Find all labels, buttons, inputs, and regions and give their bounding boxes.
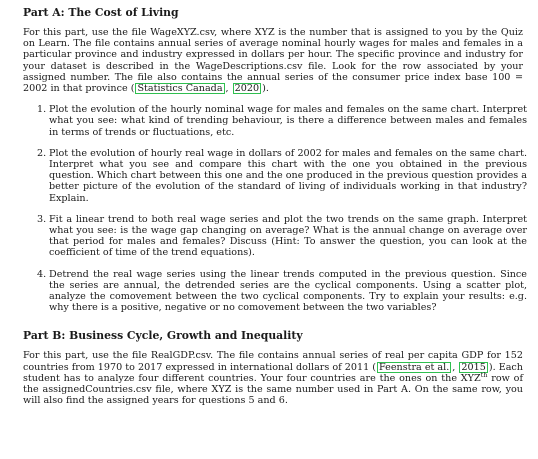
- list-item-number: 2.: [37, 147, 47, 159]
- part-b-intro: [23, 350, 523, 406]
- section-title-part-b: Part B: Business Cycle, Growth and Inequality: [23, 329, 303, 343]
- part-b-intro-text-3: row of the assignedCountries.csv file, where XYZ is the same number used in Part A. On the same row, you will also find the assigned years for questions 5 and 6.: [23, 372, 523, 407]
- citation-statistics-canada[interactable]: [135, 83, 224, 94]
- list-item: [37, 104, 527, 138]
- list-item-number: 3.: [37, 213, 47, 225]
- list-item: [37, 268, 527, 314]
- part-a-intro: For this part, use the file WageXYZ.csv, where XYZ is the number that is assigned to you by the Quiz on Learn. The file contains annual series of average nominal hourly wages for males and females in a particular province and industry expressed in dollars per hour. The specific province and industry for your dataset is described in the WageDescriptions.csv file. Look for the row associated by your assigned number. The file also contains the annual series of the consumer price index base 100 = 2002 in that province ( Statistics Canada , 2020 ).: [23, 27, 523, 95]
- list-item-number: 4.: [37, 268, 47, 280]
- list-item-text: Detrend the real wage series using the linear trends computed in the previous question. Since the series are annual, the detrended series are the cyclical components. Using a scatter plot, analyze the comovement between the two cyclical components. Try to explain your results: e.g. why there is a positive, negative or no comovement between the two variables?: [49, 268, 527, 314]
- list-item-number: 1.: [37, 104, 47, 116]
- citation-author: Statistics Canada: [137, 83, 223, 95]
- citation-year: 2015: [461, 361, 486, 373]
- citation-separator: ,: [225, 83, 229, 95]
- section-title-part-a: Part A: The Cost of Living: [23, 6, 179, 19]
- citation-year-link[interactable]: [233, 83, 261, 94]
- document-page: [23, 6, 527, 407]
- citation-year: 2020: [234, 83, 260, 95]
- list-item: [37, 213, 527, 259]
- list-item-text: Plot the evolution of hourly real wage in dollars of 2002 for males and females on the same chart. Interpret what you see and compare this chart with the one you obtained in the previous question. Which chart between this one and the one produced in the previous question provides a better picture of the evolution of the standard of living of individuals working in that industry? Explain.: [49, 147, 527, 204]
- list-item-text: Fit a linear trend to both real wage series and plot the two trends on the same graph. Interpret what you see: is the wage gap changing on average? What is the annual change on average over that period for males and females? Discuss (Hint: To answer the question, you can look at the coefficient of time of the trend equations).: [49, 213, 527, 259]
- list-item-text: Plot the evolution of the hourly nominal wage for males and females on the same chart. Interpret what you see: what kind of trending behaviour, is there a difference between males and females in terms of trends or fluctuations, etc.: [49, 104, 527, 138]
- citation-separator: ,: [452, 361, 456, 373]
- citation-feenstra[interactable]: [377, 362, 451, 373]
- citation-author: Feenstra et al.: [379, 361, 450, 373]
- list-item: [37, 147, 527, 204]
- part-b-intro-text: For this part, use the file RealGDP.csv. The file contains annual series of real per capita GDP for 152 countries from 1970 to 2017 expressed in international dollars of 2011 (: [23, 350, 523, 373]
- part-a-intro-text: For this part, use the file WageXYZ.csv, where XYZ is the number that is assigned to you by the Quiz on Learn. The file contains annual series of average nominal hourly wages for males and females in a particular province and industry expressed in dollars per hour. The specific province and industry for your dataset is described in the WageDescriptions.csv file. Look for the row associated by your assigned number. The file also contains the annual series of the consumer price index base 100 = 2002 in that province: [23, 27, 523, 95]
- part-b-intro-text-2: ). Each student has to analyze four different countries. Your four countries are the ones on the XYZ: [23, 361, 523, 384]
- part-a-intro-end: ).: [262, 83, 269, 95]
- ordinal-superscript: th: [480, 370, 488, 379]
